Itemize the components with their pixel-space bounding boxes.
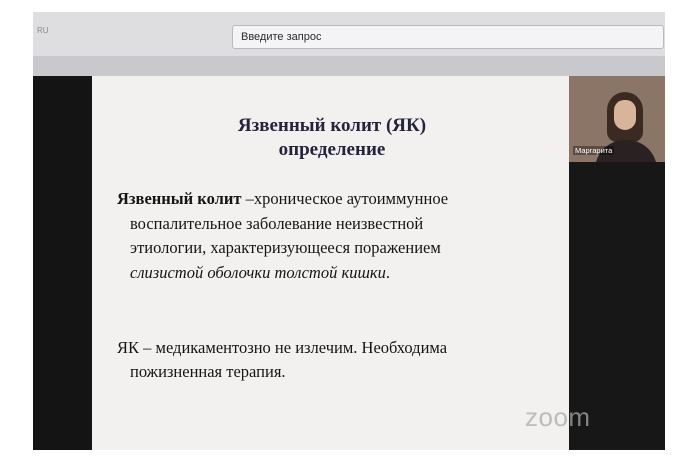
left-letterbox	[33, 76, 92, 450]
therapy-paragraph	[117, 336, 497, 384]
therapy-line2: пожизненная терапия.	[130, 362, 286, 381]
slide-title-line2: определение	[278, 139, 386, 160]
monitor-screen	[33, 12, 665, 450]
slide-title	[162, 114, 502, 162]
participant-name: Маргарита	[575, 146, 613, 155]
definition-line4-end: .	[385, 262, 390, 282]
participant-face	[614, 100, 636, 130]
definition-line1: –хроническое аутоиммунное	[241, 189, 449, 208]
definition-line4-italic: слизистой оболочки толстой кишки	[130, 262, 386, 282]
zoom-meeting-window	[33, 56, 665, 450]
slide-title-line1: Язвенный колит (ЯК)	[237, 115, 427, 136]
zoom-watermark: zoom	[525, 402, 591, 432]
shared-slide	[92, 76, 569, 450]
site-label: RU	[37, 26, 49, 35]
term-text: Язвенный колит	[117, 189, 242, 208]
definition-line2: воспалительное заболевание неизвестной	[130, 213, 424, 233]
definition-paragraph	[117, 187, 497, 285]
search-input[interactable]: Введите запрос	[232, 25, 664, 49]
browser-toolbar	[33, 12, 665, 56]
therapy-line1: ЯК – медикаментозно не излечим. Необходима	[117, 338, 448, 357]
definition-line3: этиологии, характеризующееся поражением	[130, 238, 441, 257]
participant-video[interactable]	[569, 76, 665, 162]
